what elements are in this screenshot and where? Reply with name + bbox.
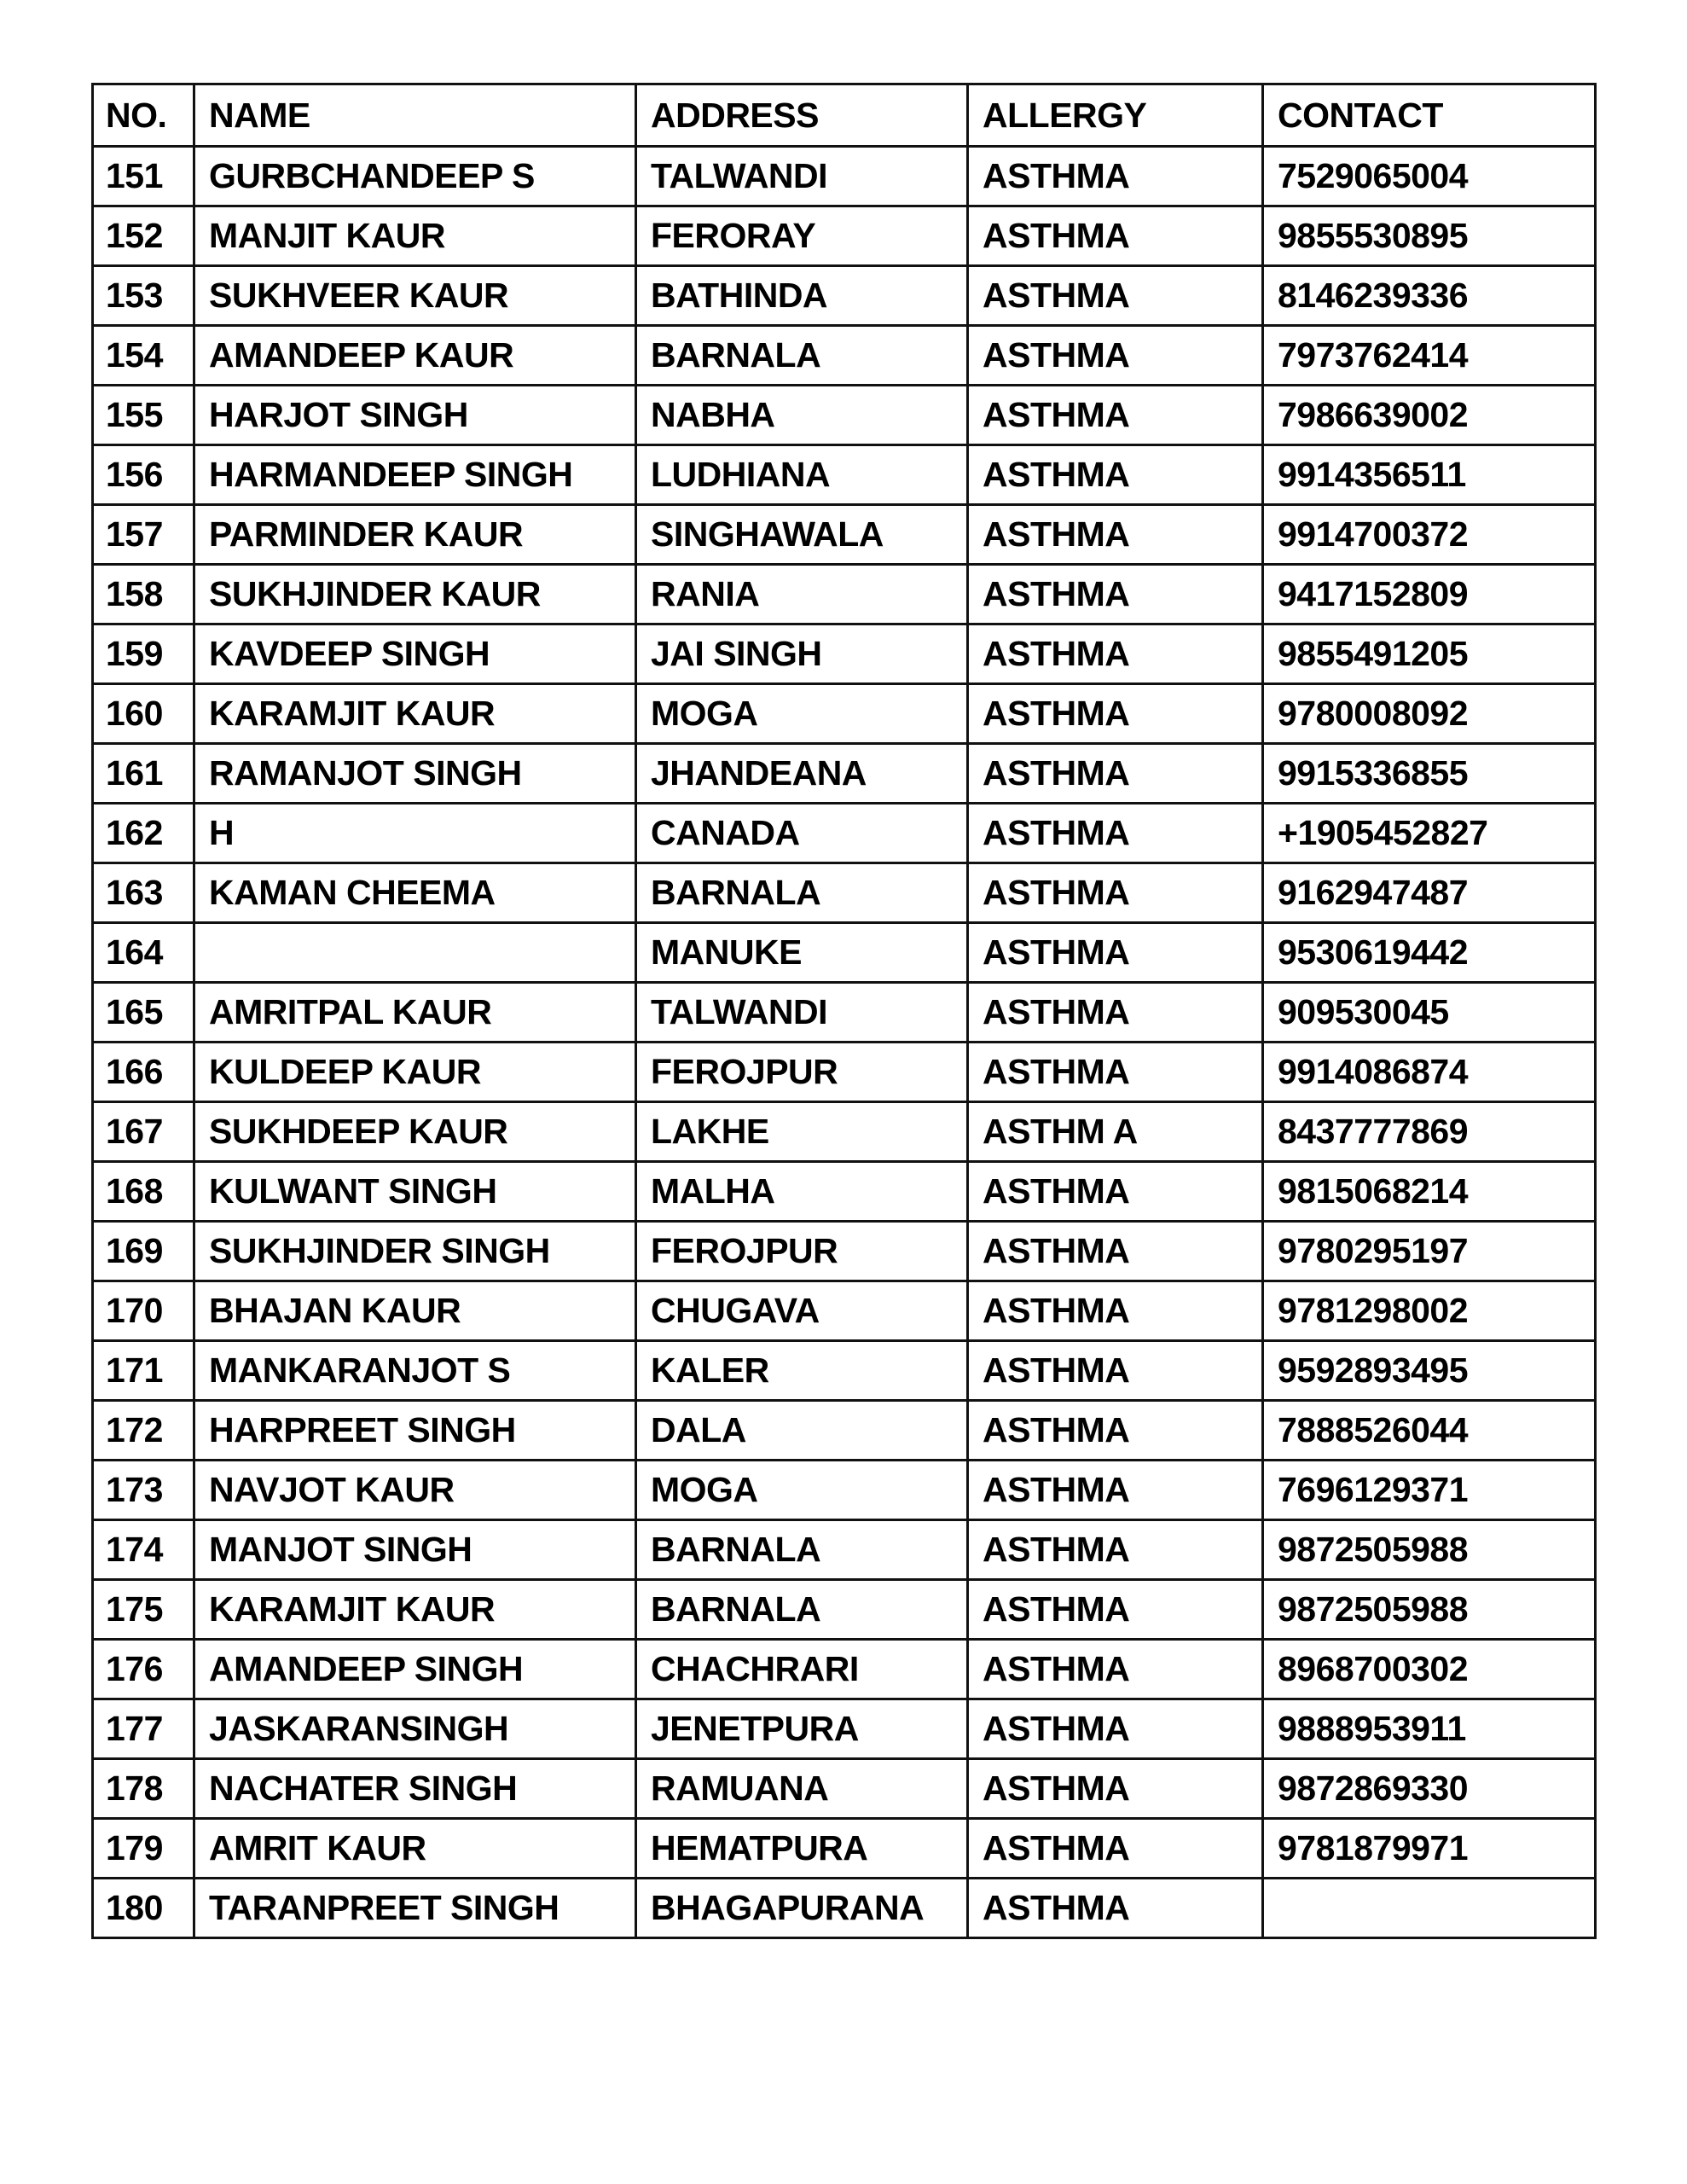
table-header-row xyxy=(93,84,1596,147)
cell-allergy: ASTHMA xyxy=(968,1580,1263,1640)
cell-contact: 9855491205 xyxy=(1263,624,1596,684)
cell-address: MANUKE xyxy=(636,923,968,983)
cell-contact: 9888953911 xyxy=(1263,1699,1596,1759)
cell-address: NABHA xyxy=(636,386,968,445)
table-row xyxy=(93,1580,1596,1640)
cell-contact: 9855530895 xyxy=(1263,206,1596,266)
patient-allergy-table xyxy=(91,83,1597,1939)
cell-no: 161 xyxy=(93,744,194,804)
cell-no: 168 xyxy=(93,1162,194,1222)
table-row xyxy=(93,1520,1596,1580)
cell-contact: 9781298002 xyxy=(1263,1281,1596,1341)
cell-contact xyxy=(1263,1879,1596,1938)
cell-contact: 9592893495 xyxy=(1263,1341,1596,1401)
cell-name: BHAJAN KAUR xyxy=(194,1281,636,1341)
cell-name: TARANPREET SINGH xyxy=(194,1879,636,1938)
cell-name: SUKHJINDER KAUR xyxy=(194,565,636,624)
cell-address: FEROJPUR xyxy=(636,1222,968,1281)
cell-contact: 7986639002 xyxy=(1263,386,1596,445)
cell-contact: 9872505988 xyxy=(1263,1580,1596,1640)
cell-address: FEROJPUR xyxy=(636,1043,968,1102)
cell-address: JAI SINGH xyxy=(636,624,968,684)
cell-allergy: ASTHMA xyxy=(968,1879,1263,1938)
table-row xyxy=(93,266,1596,326)
table-row xyxy=(93,386,1596,445)
cell-contact: 9780295197 xyxy=(1263,1222,1596,1281)
cell-contact: 9815068214 xyxy=(1263,1162,1596,1222)
table-row xyxy=(93,206,1596,266)
cell-address: BARNALA xyxy=(636,1520,968,1580)
cell-no: 180 xyxy=(93,1879,194,1938)
cell-allergy: ASTHMA xyxy=(968,1819,1263,1879)
cell-name: KULWANT SINGH xyxy=(194,1162,636,1222)
cell-contact: 9780008092 xyxy=(1263,684,1596,744)
cell-address: MALHA xyxy=(636,1162,968,1222)
cell-name: RAMANJOT SINGH xyxy=(194,744,636,804)
cell-contact: 8146239336 xyxy=(1263,266,1596,326)
cell-allergy: ASTHMA xyxy=(968,505,1263,565)
cell-allergy: ASTHMA xyxy=(968,1222,1263,1281)
table-body xyxy=(93,147,1596,1938)
table-row xyxy=(93,983,1596,1043)
table-row xyxy=(93,863,1596,923)
cell-address: TALWANDI xyxy=(636,983,968,1043)
cell-allergy: ASTHMA xyxy=(968,1401,1263,1461)
table-row xyxy=(93,565,1596,624)
cell-no: 155 xyxy=(93,386,194,445)
cell-no: 154 xyxy=(93,326,194,386)
header-no: NO. xyxy=(93,84,194,147)
cell-contact: 9872869330 xyxy=(1263,1759,1596,1819)
cell-no: 169 xyxy=(93,1222,194,1281)
header-contact: CONTACT xyxy=(1263,84,1596,147)
cell-name: NACHATER SINGH xyxy=(194,1759,636,1819)
cell-allergy: ASTHMA xyxy=(968,445,1263,505)
cell-name: MANJOT SINGH xyxy=(194,1520,636,1580)
header-address: ADDRESS xyxy=(636,84,968,147)
cell-allergy: ASTHMA xyxy=(968,1640,1263,1699)
cell-contact: 9914700372 xyxy=(1263,505,1596,565)
cell-address: LUDHIANA xyxy=(636,445,968,505)
cell-address: CANADA xyxy=(636,804,968,863)
cell-address: BARNALA xyxy=(636,1580,968,1640)
cell-contact: +1905452827 xyxy=(1263,804,1596,863)
cell-address: MOGA xyxy=(636,684,968,744)
cell-no: 171 xyxy=(93,1341,194,1401)
cell-no: 163 xyxy=(93,863,194,923)
cell-allergy: ASTHMA xyxy=(968,744,1263,804)
cell-name: AMRIT KAUR xyxy=(194,1819,636,1879)
cell-allergy: ASTHMA xyxy=(968,983,1263,1043)
header-name: NAME xyxy=(194,84,636,147)
cell-allergy: ASTHMA xyxy=(968,206,1263,266)
cell-no: 159 xyxy=(93,624,194,684)
table-row xyxy=(93,1162,1596,1222)
cell-allergy: ASTHMA xyxy=(968,1699,1263,1759)
cell-address: LAKHE xyxy=(636,1102,968,1162)
cell-no: 167 xyxy=(93,1102,194,1162)
cell-contact: 9417152809 xyxy=(1263,565,1596,624)
cell-address: JENETPURA xyxy=(636,1699,968,1759)
cell-name: AMANDEEP KAUR xyxy=(194,326,636,386)
cell-allergy: ASTHMA xyxy=(968,1520,1263,1580)
cell-no: 157 xyxy=(93,505,194,565)
cell-contact: 7888526044 xyxy=(1263,1401,1596,1461)
cell-contact: 9162947487 xyxy=(1263,863,1596,923)
cell-name: SUKHDEEP KAUR xyxy=(194,1102,636,1162)
cell-name: KAVDEEP SINGH xyxy=(194,624,636,684)
cell-address: RANIA xyxy=(636,565,968,624)
cell-contact: 9914086874 xyxy=(1263,1043,1596,1102)
cell-name: MANJIT KAUR xyxy=(194,206,636,266)
cell-contact: 8968700302 xyxy=(1263,1640,1596,1699)
cell-contact: 9914356511 xyxy=(1263,445,1596,505)
table-row xyxy=(93,1341,1596,1401)
cell-name: NAVJOT KAUR xyxy=(194,1461,636,1520)
table-row xyxy=(93,1102,1596,1162)
cell-allergy: ASTHMA xyxy=(968,1461,1263,1520)
cell-no: 160 xyxy=(93,684,194,744)
cell-address: BARNALA xyxy=(636,863,968,923)
cell-name: KARAMJIT KAUR xyxy=(194,1580,636,1640)
cell-name: H xyxy=(194,804,636,863)
table-row xyxy=(93,1759,1596,1819)
cell-address: TALWANDI xyxy=(636,147,968,206)
cell-name: PARMINDER KAUR xyxy=(194,505,636,565)
table-row xyxy=(93,147,1596,206)
cell-name: KARAMJIT KAUR xyxy=(194,684,636,744)
cell-contact: 9915336855 xyxy=(1263,744,1596,804)
cell-name: AMRITPAL KAUR xyxy=(194,983,636,1043)
table-row xyxy=(93,744,1596,804)
table-row xyxy=(93,1640,1596,1699)
cell-no: 165 xyxy=(93,983,194,1043)
cell-no: 170 xyxy=(93,1281,194,1341)
cell-name: MANKARANJOT S xyxy=(194,1341,636,1401)
cell-address: CHUGAVA xyxy=(636,1281,968,1341)
cell-contact: 8437777869 xyxy=(1263,1102,1596,1162)
header-allergy: ALLERGY xyxy=(968,84,1263,147)
cell-name xyxy=(194,923,636,983)
table-row xyxy=(93,1461,1596,1520)
table-row xyxy=(93,326,1596,386)
cell-allergy: ASTHMA xyxy=(968,1341,1263,1401)
table-row xyxy=(93,684,1596,744)
cell-contact: 7529065004 xyxy=(1263,147,1596,206)
cell-allergy: ASTHMA xyxy=(968,1162,1263,1222)
cell-no: 166 xyxy=(93,1043,194,1102)
table-row xyxy=(93,445,1596,505)
cell-address: JHANDEANA xyxy=(636,744,968,804)
cell-allergy: ASTHMA xyxy=(968,266,1263,326)
table-row xyxy=(93,1699,1596,1759)
cell-no: 153 xyxy=(93,266,194,326)
cell-name: KAMAN CHEEMA xyxy=(194,863,636,923)
table-row xyxy=(93,624,1596,684)
cell-name: AMANDEEP SINGH xyxy=(194,1640,636,1699)
table-row xyxy=(93,505,1596,565)
cell-no: 152 xyxy=(93,206,194,266)
cell-no: 151 xyxy=(93,147,194,206)
cell-contact: 9781879971 xyxy=(1263,1819,1596,1879)
cell-address: BATHINDA xyxy=(636,266,968,326)
table-row xyxy=(93,1281,1596,1341)
cell-allergy: ASTHMA xyxy=(968,804,1263,863)
cell-address: FERORAY xyxy=(636,206,968,266)
cell-no: 177 xyxy=(93,1699,194,1759)
cell-no: 176 xyxy=(93,1640,194,1699)
cell-name: GURBCHANDEEP S xyxy=(194,147,636,206)
cell-name: HARPREET SINGH xyxy=(194,1401,636,1461)
cell-allergy: ASTHMA xyxy=(968,386,1263,445)
document-page xyxy=(91,83,1597,1939)
cell-no: 175 xyxy=(93,1580,194,1640)
table-row xyxy=(93,1819,1596,1879)
cell-name: SUKHJINDER SINGH xyxy=(194,1222,636,1281)
cell-address: DALA xyxy=(636,1401,968,1461)
cell-no: 172 xyxy=(93,1401,194,1461)
cell-name: JASKARANSINGH xyxy=(194,1699,636,1759)
cell-no: 162 xyxy=(93,804,194,863)
cell-address: CHACHRARI xyxy=(636,1640,968,1699)
cell-no: 173 xyxy=(93,1461,194,1520)
cell-allergy: ASTHMA xyxy=(968,863,1263,923)
cell-name: SUKHVEER KAUR xyxy=(194,266,636,326)
table-row xyxy=(93,1222,1596,1281)
cell-allergy: ASTHMA xyxy=(968,1281,1263,1341)
cell-name: KULDEEP KAUR xyxy=(194,1043,636,1102)
cell-no: 179 xyxy=(93,1819,194,1879)
cell-address: RAMUANA xyxy=(636,1759,968,1819)
cell-address: KALER xyxy=(636,1341,968,1401)
table-row xyxy=(93,1401,1596,1461)
cell-contact: 9530619442 xyxy=(1263,923,1596,983)
cell-allergy: ASTHMA xyxy=(968,923,1263,983)
table-row xyxy=(93,804,1596,863)
cell-no: 174 xyxy=(93,1520,194,1580)
cell-no: 156 xyxy=(93,445,194,505)
table-row xyxy=(93,1879,1596,1938)
cell-allergy: ASTHMA xyxy=(968,1043,1263,1102)
cell-contact: 7696129371 xyxy=(1263,1461,1596,1520)
cell-address: BARNALA xyxy=(636,326,968,386)
cell-allergy: ASTHM A xyxy=(968,1102,1263,1162)
table-row xyxy=(93,1043,1596,1102)
cell-contact: 7973762414 xyxy=(1263,326,1596,386)
cell-allergy: ASTHMA xyxy=(968,565,1263,624)
cell-no: 178 xyxy=(93,1759,194,1819)
cell-contact: 9872505988 xyxy=(1263,1520,1596,1580)
cell-allergy: ASTHMA xyxy=(968,147,1263,206)
cell-allergy: ASTHMA xyxy=(968,684,1263,744)
cell-address: HEMATPURA xyxy=(636,1819,968,1879)
cell-address: BHAGAPURANA xyxy=(636,1879,968,1938)
cell-name: HARMANDEEP SINGH xyxy=(194,445,636,505)
cell-no: 164 xyxy=(93,923,194,983)
cell-allergy: ASTHMA xyxy=(968,326,1263,386)
cell-no: 158 xyxy=(93,565,194,624)
table-row xyxy=(93,923,1596,983)
cell-allergy: ASTHMA xyxy=(968,624,1263,684)
cell-name: HARJOT SINGH xyxy=(194,386,636,445)
cell-contact: 909530045 xyxy=(1263,983,1596,1043)
cell-address: SINGHAWALA xyxy=(636,505,968,565)
cell-address: MOGA xyxy=(636,1461,968,1520)
cell-allergy: ASTHMA xyxy=(968,1759,1263,1819)
